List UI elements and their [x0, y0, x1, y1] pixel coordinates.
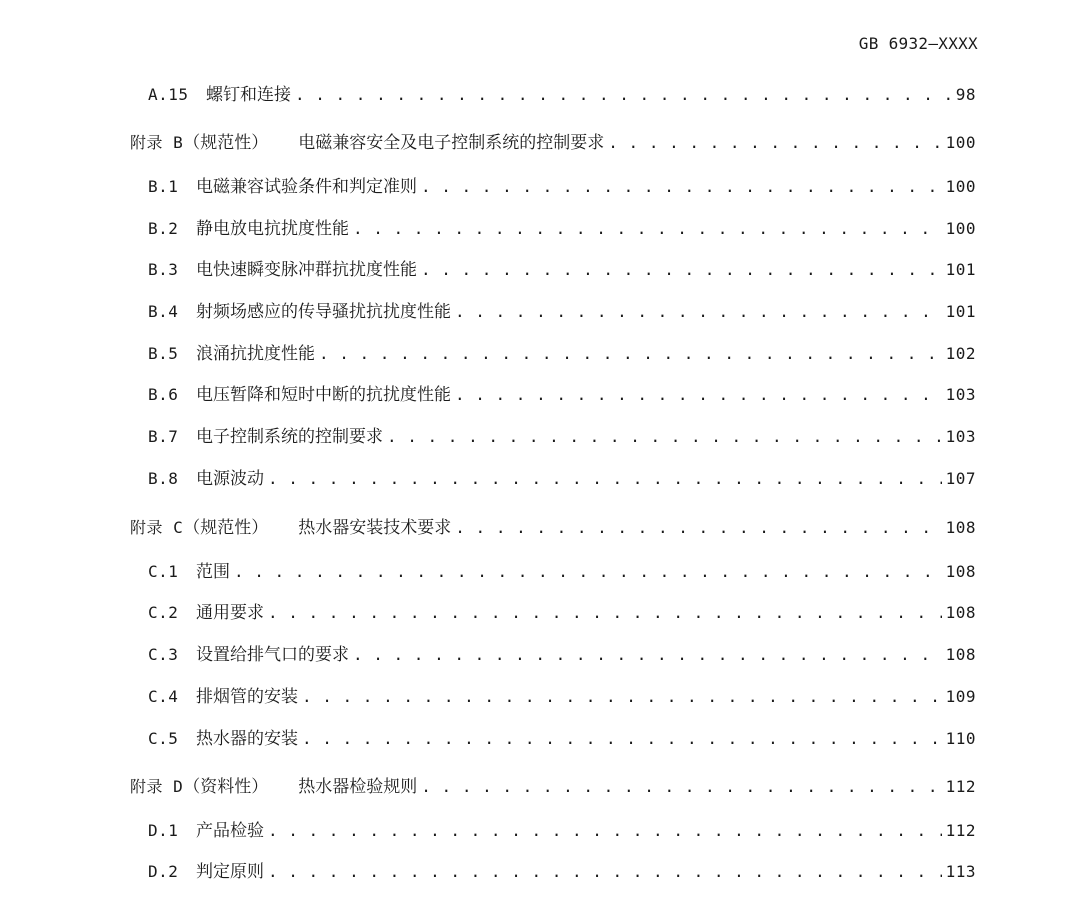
toc-page-number: 113: [945, 862, 976, 881]
toc-number: B.1: [148, 177, 179, 196]
toc-page-number: 103: [945, 385, 976, 404]
toc-title: 电子控制系统的控制要求: [196, 427, 383, 447]
toc-entry-appendix-c[interactable]: [130, 516, 976, 540]
toc-page-number: 108: [945, 645, 976, 664]
toc-leader-dots: [268, 860, 942, 884]
toc-number: B.5: [148, 344, 179, 363]
toc-entry-b5[interactable]: [148, 342, 976, 366]
toc-leader-dots: [421, 775, 941, 799]
toc-leader-dots: [234, 560, 942, 584]
toc-number: C.5: [148, 729, 179, 748]
toc-leader-dots: [302, 727, 942, 751]
toc-entry-b8[interactable]: [148, 467, 976, 491]
toc-title: 电源波动: [196, 469, 264, 489]
toc-number: C.4: [148, 687, 179, 706]
toc-number: B.4: [148, 302, 179, 321]
toc-page-number: 108: [945, 518, 976, 537]
toc-title: 热水器检验规则: [298, 777, 418, 797]
toc-leader-dots: [268, 601, 942, 625]
toc-title: 浪涌抗扰度性能: [196, 344, 315, 364]
toc-number: C.3: [148, 645, 179, 664]
toc-leader-dots: [302, 685, 942, 709]
toc-title: 电压暂降和短时中断的抗扰度性能: [196, 385, 451, 405]
toc-title: 排烟管的安装: [196, 687, 298, 707]
toc-entry-b7[interactable]: [148, 425, 976, 449]
toc-number: C.2: [148, 603, 179, 622]
toc-entry-d1[interactable]: [148, 819, 976, 843]
toc-page-number: 100: [945, 133, 976, 152]
toc-number: B.8: [148, 469, 179, 488]
toc-leader-dots: [455, 516, 941, 540]
toc-page-number: 109: [945, 687, 976, 706]
toc-appendix-number: 附录 D: [130, 777, 184, 796]
toc-page-number: 101: [945, 260, 976, 279]
toc-page-number: 110: [945, 729, 976, 748]
toc-title: 螺钉和连接: [206, 85, 291, 105]
toc-entry-d2[interactable]: [148, 860, 976, 884]
toc-page-number: 108: [945, 603, 976, 622]
toc-appendix-tag: （规范性）: [183, 518, 269, 538]
toc-number: B.7: [148, 427, 179, 446]
toc-title: 电磁兼容安全及电子控制系统的控制要求: [298, 133, 605, 153]
toc-entry-b1[interactable]: [148, 175, 976, 199]
toc-entry-c2[interactable]: [148, 601, 976, 625]
toc-number: B.6: [148, 385, 179, 404]
toc-leader-dots: [387, 425, 942, 449]
toc-page-number: 100: [945, 177, 976, 196]
toc-leader-dots: [608, 131, 941, 155]
toc-leader-dots: [421, 175, 942, 199]
toc-title: 射频场感应的传导骚扰抗扰度性能: [196, 302, 451, 322]
toc-title: 静电放电抗扰度性能: [196, 219, 349, 239]
toc-entry-a15[interactable]: [148, 83, 976, 107]
toc-title: 通用要求: [196, 603, 264, 623]
toc-entry-b6[interactable]: [148, 383, 976, 407]
toc-entry-b4[interactable]: [148, 300, 976, 324]
toc-leader-dots: [353, 217, 942, 241]
toc-title: 电磁兼容试验条件和判定准则: [196, 177, 417, 197]
toc-appendix-number: 附录 C: [130, 518, 184, 537]
toc-leader-dots: [319, 342, 942, 366]
toc-title: 热水器的安装: [196, 729, 298, 749]
toc-entry-c4[interactable]: [148, 685, 976, 709]
toc-page-number: 107: [945, 469, 976, 488]
toc-number: B.2: [148, 219, 179, 238]
toc-page-number: 103: [945, 427, 976, 446]
toc-page-number: 102: [945, 344, 976, 363]
toc-page-number: 112: [945, 821, 976, 840]
toc-entry-b2[interactable]: [148, 217, 976, 241]
toc-number: C.1: [148, 562, 179, 581]
toc-entry-appendix-d[interactable]: [130, 775, 976, 799]
toc-title: 电快速瞬变脉冲群抗扰度性能: [196, 260, 417, 280]
toc-title: 热水器安装技术要求: [298, 518, 452, 538]
toc-leader-dots: [421, 258, 942, 282]
toc-entry-c3[interactable]: [148, 643, 976, 667]
toc-number: D.2: [148, 862, 179, 881]
toc-appendix-tag: （资料性）: [183, 777, 269, 797]
toc-entry-c1[interactable]: [148, 560, 976, 584]
toc-page-number: 98: [955, 85, 976, 104]
toc-leader-dots: [455, 383, 942, 407]
toc-number: B.3: [148, 260, 179, 279]
toc-appendix-tag: （规范性）: [183, 133, 269, 153]
toc-page-number: 100: [945, 219, 976, 238]
toc-page-number: 108: [945, 562, 976, 581]
toc-entry-b3[interactable]: [148, 258, 976, 282]
toc-leader-dots: [295, 83, 952, 107]
toc-entry-c5[interactable]: [148, 727, 976, 751]
toc-title: 范围: [196, 562, 230, 582]
toc-page-number: 101: [945, 302, 976, 321]
toc-appendix-number: 附录 B: [130, 133, 184, 152]
toc-entry-appendix-b[interactable]: [130, 131, 976, 155]
toc-leader-dots: [268, 819, 942, 843]
toc-leader-dots: [268, 467, 942, 491]
toc-number: A.15: [148, 85, 189, 104]
toc-title: 设置给排气口的要求: [196, 645, 349, 665]
toc-title: 产品检验: [196, 821, 264, 841]
toc-leader-dots: [353, 643, 942, 667]
toc-title: 判定原则: [196, 862, 264, 882]
toc-number: D.1: [148, 821, 179, 840]
toc-page-number: 112: [945, 777, 976, 796]
document-code: GB 6932—XXXX: [858, 34, 978, 53]
toc-leader-dots: [455, 300, 942, 324]
